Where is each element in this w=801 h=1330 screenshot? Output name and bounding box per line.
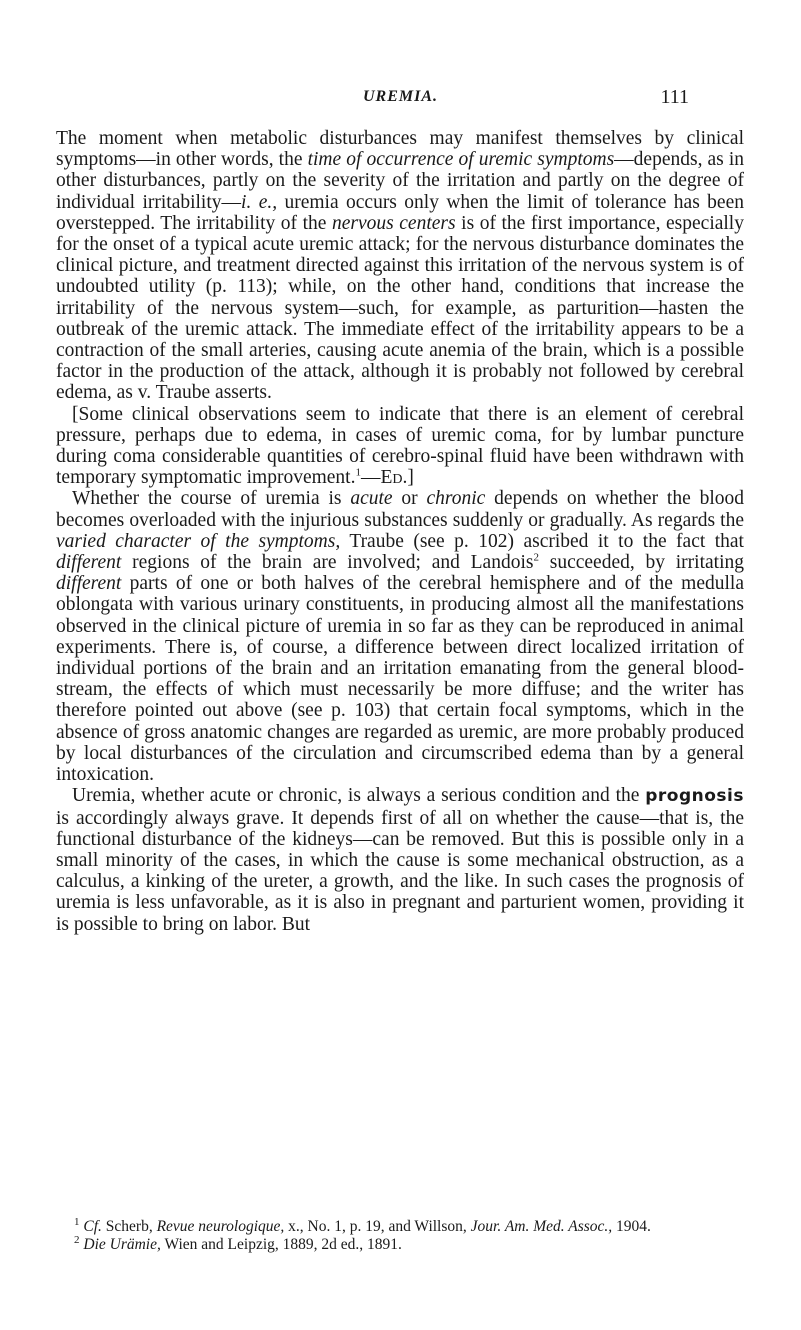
footnote-number: 1 xyxy=(74,1215,80,1228)
footnote-number: 2 xyxy=(74,1233,80,1246)
text-run: succeeded, by irritating xyxy=(538,552,744,574)
text-run: ] xyxy=(407,467,414,489)
italic-phrase: Jour. Am. Med. Assoc., xyxy=(470,1218,613,1235)
paragraph-course xyxy=(56,488,744,785)
italic-phrase: Revue neurologique, xyxy=(156,1218,285,1235)
footnote-1 xyxy=(56,1215,744,1236)
text-run: Traube (see p. 102) ascribed it to the fact that xyxy=(340,530,744,552)
italic-phrase: different xyxy=(56,552,122,574)
footnote-ref: 1 xyxy=(355,466,361,479)
text-run: x., No. 1, p. 19, and Willson, xyxy=(284,1218,471,1235)
text-run: or xyxy=(392,488,427,510)
italic-phrase: varied character of the symptoms, xyxy=(56,530,341,552)
italic-phrase: chronic xyxy=(426,488,486,510)
text-run: —depends, as in other disturbances, partly on the severity of the irritation and partly on the degree of individual irritability— xyxy=(56,149,745,213)
text-run: parts of one or both halves of the cerebral hemisphere and of the medulla oblongata with various urinary constituents, in producing almost all the manifestations observed in the clinical picture of uremia in so far as they can be reproduced in animal experiments. There is, of course, a difference between direct localized irritation of individual portions of the brain and an irritation emanating from the general blood-stream, the effects of which must necessarily be more diffuse; and the writer has therefore pointed out above (see p. 103) that certain focal symptoms, which in the absence of gross anatomic changes are regarded as uremic, are more probably produced by local disturbances of the circulation and circumscribed edema than by a general intoxication. xyxy=(56,573,744,786)
text-run: Whether the course of uremia is xyxy=(72,488,351,510)
body-text xyxy=(56,128,744,935)
italic-phrase: time of occurrence of uremic symptoms xyxy=(307,149,615,171)
footnote-ref: 2 xyxy=(533,551,539,564)
italic-phrase: acute xyxy=(350,488,393,510)
italic-phrase: Cf. xyxy=(83,1218,102,1235)
editor-mark: Ed. xyxy=(380,467,408,489)
italic-phrase: i. e., xyxy=(241,191,278,213)
text-run: The moment when metabolic disturbances may manifest themselves by clinical symptoms—in other words, the xyxy=(56,128,744,171)
running-head xyxy=(0,86,801,112)
italic-phrase: Die Urämie, xyxy=(83,1236,161,1253)
text-run: depends on whether the blood becomes overloaded with the injurious substances suddenly or gradually. As regards the xyxy=(56,488,744,531)
italic-phrase: different xyxy=(56,573,122,595)
text-run: 1904. xyxy=(612,1218,651,1235)
text-run: — xyxy=(360,467,381,489)
text-run: [Some clinical observations seem to indicate that there is an element of cerebral pressure, perhaps due to edema, in cases of uremic coma, for by lumbar puncture during coma considerable quantities of cerebro-spinal fluid have been withdrawn with temporary symptomatic improvement. xyxy=(56,403,744,489)
bold-term: prognosis xyxy=(645,786,744,807)
chapter-title: UREMIA. xyxy=(362,88,439,105)
text-run: is accordingly always grave. It depends first of all on whether the cause—that is, the functional disturbance of the kidneys—can be removed. But this is possible only in a small minority of the cases, in which the cause is some mechanical obstruction, as a calculus, a kinking of the ureter, a growth, and the like. In such cases the prognosis of uremia is less unfavorable, as it is also in pregnant and parturient women, providing it is possible to bring on labor. But xyxy=(56,807,744,935)
footnote-2 xyxy=(56,1233,744,1254)
text-run: Uremia, whether acute or chronic, is always a serious condition and the xyxy=(72,785,646,807)
paragraph-prognosis xyxy=(56,785,744,934)
italic-phrase: nervous centers xyxy=(331,212,456,234)
text-run: Scherb, xyxy=(101,1218,157,1235)
text-run: Wien and Leipzig, 1889, 2d ed., 1891. xyxy=(160,1236,402,1253)
page-number: 111 xyxy=(660,86,689,108)
paragraph-editor-note xyxy=(56,404,744,489)
text-run: is of the first importance, especially for the onset of a typical acute uremic attack; for the nervous disturbance dominates the clinical picture, and treatment directed against this irritation of the nervous system is of undoubted utility (p. 113); while, on the other hand, conditions that increase the irritability of the nervous system—such, for example, as parturition—hasten the outbreak of the uremic attack. The immediate effect of the irritability appears to be a contraction of the small arteries, causing acute anemia of the brain, which is a possible factor in the production of the attack, although it is probably not followed by cerebral edema, as v. Traube asserts. xyxy=(56,212,744,404)
footnotes xyxy=(56,1215,744,1254)
text-run: regions of the brain are involved; and Landois xyxy=(121,552,534,574)
paragraph-onset xyxy=(56,128,744,404)
text-run: uremia occurs only when the limit of tolerance has been overstepped. The irritability of the xyxy=(56,191,744,234)
